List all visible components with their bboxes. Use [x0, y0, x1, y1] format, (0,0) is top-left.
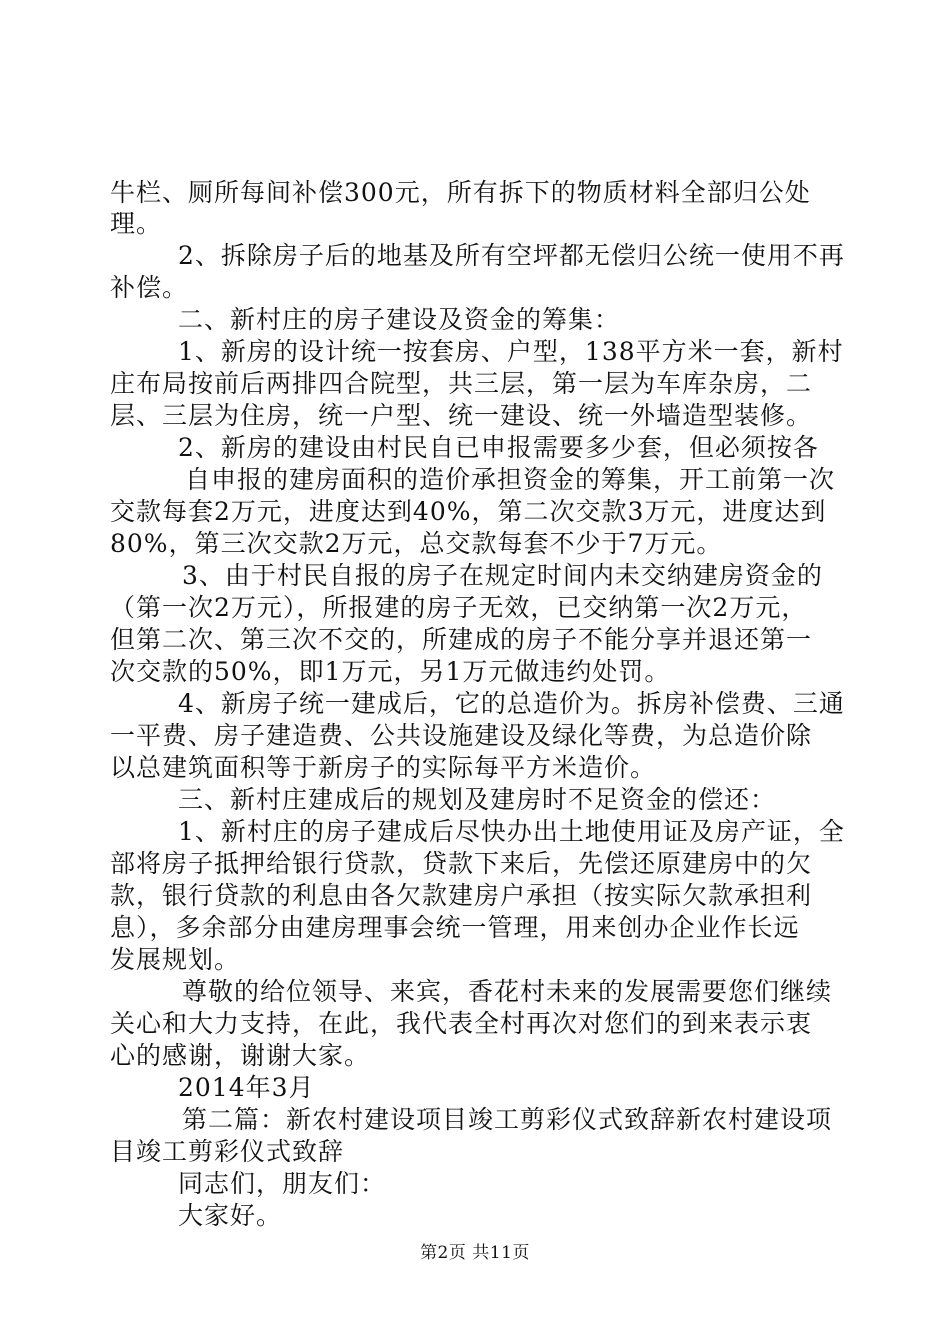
text-line: 次交款的50%，即1万元，另1万元做违约处罚。 [110, 657, 671, 686]
text-line: 款，银行贷款的利息由各欠款建房户承担（按实际欠款承担利 [110, 881, 813, 910]
text-line: 80%，第三次交款2万元，总交款每套不少于7万元。 [110, 529, 723, 558]
text-line: 层、三层为住房，统一户型、统一建设、统一外墙造型装修。 [110, 401, 813, 430]
text-line: 但第二次、第三次不交的，所建成的房子不能分享并退还第一 [110, 625, 813, 654]
section-heading: 三、新村庄建成后的规划及建房时不足资金的偿还： [178, 785, 777, 814]
text-line: 以总建筑面积等于新房子的实际每平方米造价。 [110, 753, 657, 782]
text-line: 2、拆除房子后的地基及所有空坪都无偿归公统一使用不再 [178, 241, 845, 270]
salutation: 同志们，朋友们： [178, 1169, 387, 1198]
text-line: 牛栏、厕所每间补偿300元，所有拆下的物质材料全部归公处 [110, 178, 811, 207]
chapter-heading-continued: 目竣工剪彩仪式致辞 [110, 1137, 345, 1166]
text-line: 自申报的建房面积的造价承担资金的筹集，开工前第一次 [185, 465, 836, 494]
text-line: 发展规划。 [110, 945, 241, 974]
text-line: 4、新房子统一建成后，它的总造价为。拆房补偿费、三通 [178, 689, 845, 718]
text-line: 关心和大力支持，在此，我代表全村再次对您们的到来表示衷 [110, 1009, 813, 1038]
text-line: （第一次2万元），所报建的房子无效，已交纳第一次2万元， [110, 593, 808, 622]
text-line: 心的感谢，谢谢大家。 [110, 1041, 371, 1070]
chapter-heading: 第二篇：新农村建设项目竣工剪彩仪式致辞新农村建设项 [182, 1105, 833, 1134]
date-line: 2014年3月 [178, 1073, 315, 1102]
text-line: 1、新房的设计统一按套房、户型，138平方米一套，新村 [178, 337, 844, 366]
text-line: 3、由于村民自报的房子在规定时间内未交纳建房资金的 [182, 561, 823, 590]
text-line: 部将房子抵押给银行贷款，贷款下来后，先偿还原建房中的欠 [110, 849, 813, 878]
text-line: 交款每套2万元，进度达到40%，第二次交款3万元，进度达到 [110, 497, 827, 526]
text-line: 一平费、房子建造费、公共设施建设及绿化等费，为总造价除 [110, 721, 813, 750]
text-line: 2、新房的建设由村民自已申报需要多少套，但必须按各 [178, 433, 819, 462]
text-line: 息），多余部分由建房理事会统一管理，用来创办企业作长远 [110, 913, 800, 942]
text-line: 理。 [110, 209, 163, 238]
text-line: 补偿。 [110, 273, 189, 302]
text-line: 庄布局按前后两排四合院型，共三层，第一层为车库杂房，二 [110, 369, 813, 398]
section-heading: 二、新村庄的房子建设及资金的筹集： [178, 305, 621, 334]
text-line: 1、新村庄的房子建成后尽快办出土地使用证及房产证，全 [178, 817, 845, 846]
page-footer: 第2页 共11页 [420, 1243, 530, 1263]
greeting: 大家好。 [178, 1201, 283, 1230]
text-line: 尊敬的给位领导、来宾，香花村未来的发展需要您们继续 [182, 977, 833, 1006]
